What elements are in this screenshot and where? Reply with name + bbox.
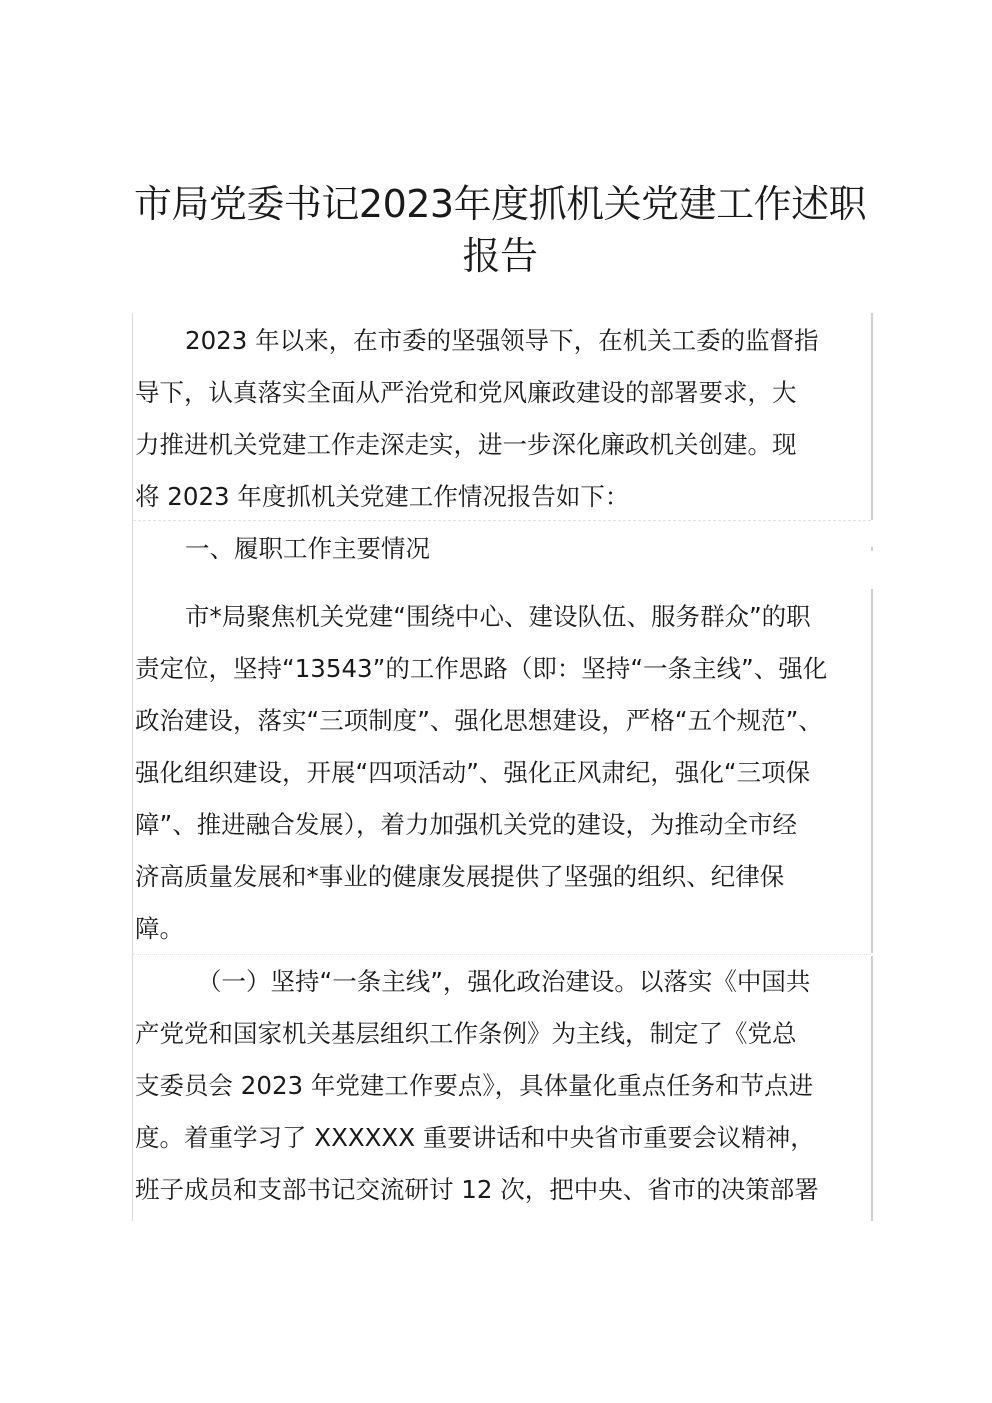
- document-title: [100, 178, 900, 282]
- paragraph-line: 度。着重学习了 XXXXXX 重要讲话和中央省市重要会议精神，: [135, 1123, 815, 1152]
- section-heading: [133, 523, 871, 575]
- document-title-line-1: 市局党委书记2023年度抓机关党建工作述职: [133, 182, 867, 226]
- paragraph-line: 障”、推进融合发展），着力加强机关党的建设，为推动全市经: [135, 810, 797, 839]
- paragraph-line: 市*局聚焦机关党建“围绕中心、建设队伍、服务群众”的职: [185, 602, 811, 631]
- paragraph-political: [133, 956, 873, 1221]
- heading-line: 一、履职工作主要情况: [185, 534, 430, 563]
- paragraph-line: 强化组织建设，开展“四项活动”、强化正风肃纪，强化“三项保: [135, 758, 811, 787]
- section-divider: [133, 954, 871, 955]
- paragraph-line: 支委员会 2023 年党建工作要点》，具体量化重点任务和节点进: [135, 1071, 814, 1100]
- paragraph-line: 班子成员和支部书记交流研讨 12 次，把中央、省市的决策部署: [135, 1175, 819, 1204]
- paragraph-line: 力推进机关党建工作走深走实，进一步深化廉政机关创建。现: [135, 430, 797, 459]
- paragraph-line: 障。: [135, 914, 184, 943]
- margin-tick: [871, 547, 873, 551]
- paragraph-line: （一）坚持“一条主线”，强化政治建设。以落实《中国共: [197, 967, 811, 996]
- paragraph-line: 2023 年以来，在市委的坚强领导下，在机关工委的监督指: [185, 326, 819, 355]
- paragraph-line: 导下，认真落实全面从严治党和党风廉政建设的部署要求，大: [135, 378, 797, 407]
- paragraph-line: 政治建设，落实“三项制度”、强化思想建设，严格“五个规范”、: [135, 706, 823, 735]
- paragraph-line: 产党党和国家机关基层组织工作条例》为主线，制定了《党总: [135, 1019, 797, 1048]
- paragraph-line: 责定位，坚持“13543”的工作思路（即：坚持“一条主线”、强化: [135, 654, 828, 683]
- paragraph-overview: [133, 589, 873, 953]
- document-title-line-2: 报告: [462, 234, 538, 278]
- paragraph-line: 将 2023 年度抓机关党建工作情况报告如下：: [135, 482, 630, 511]
- paragraph-intro: [133, 313, 873, 520]
- paragraph-line: 济高质量发展和*事业的健康发展提供了坚强的组织、纪律保: [135, 862, 785, 891]
- document-body: [132, 313, 871, 1221]
- section-divider: [133, 520, 871, 521]
